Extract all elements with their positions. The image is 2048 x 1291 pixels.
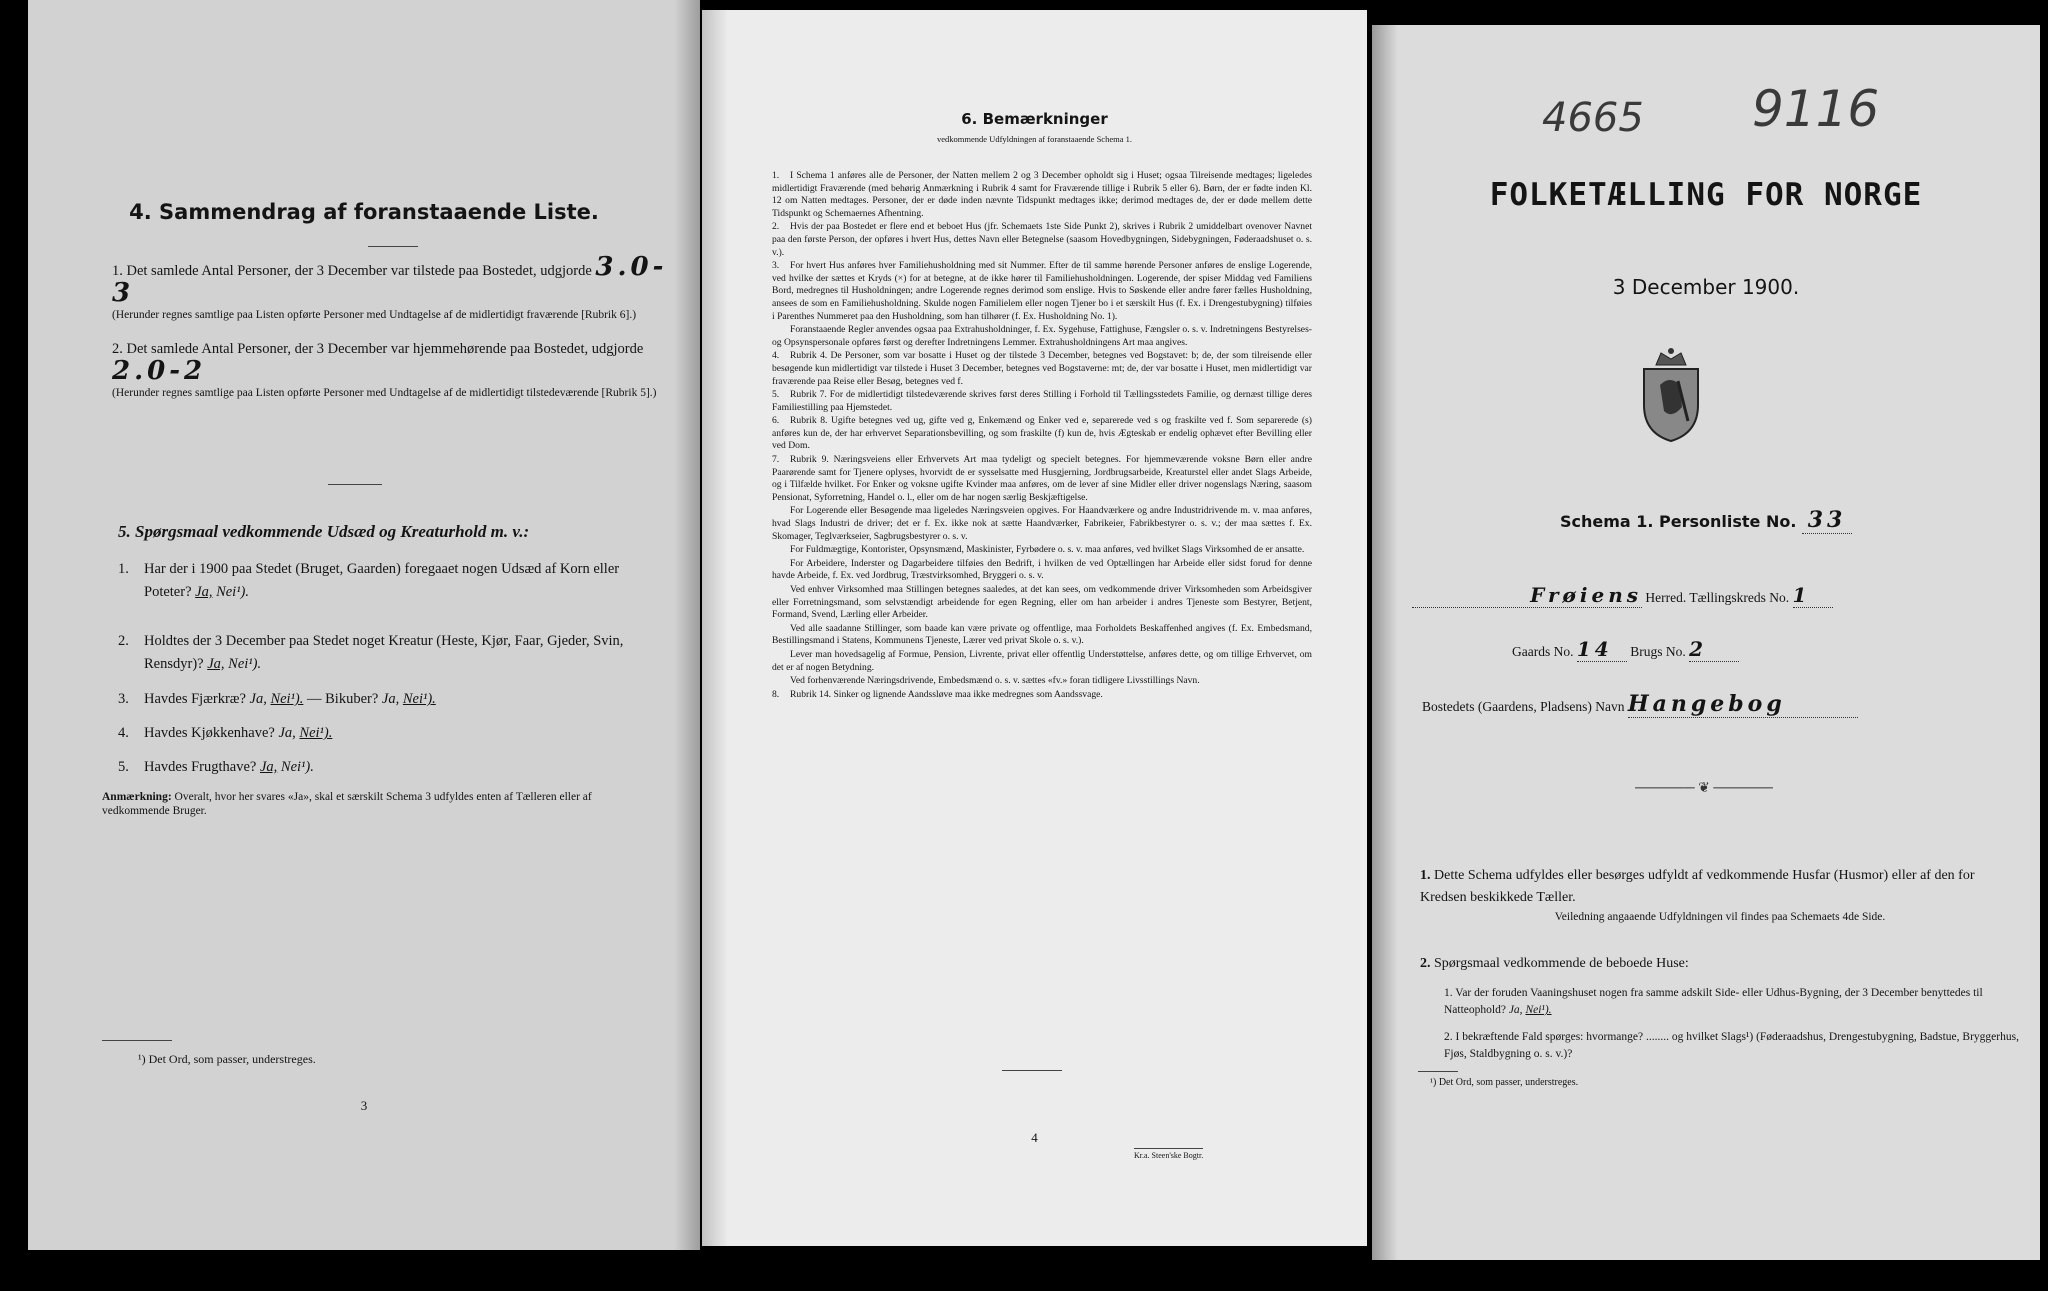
sub-question-1: [1420, 985, 2020, 1019]
remark-paragraph: [772, 544, 1312, 557]
divider: [368, 246, 418, 247]
remark-number: 5.: [772, 389, 780, 401]
sub-question-text: 1. Var der foruden Vaaningshuset nogen fra samme adskilt Side- eller Udhus-Bygning, der 3 December benyttedes til Natteophold?: [1444, 987, 1983, 1016]
remark-paragraph: [772, 558, 1312, 583]
remark-number: 3.: [772, 260, 780, 272]
annotation-note: [102, 790, 662, 818]
remark-text: Rubrik 7. For de midlertidigt tilstedeværende skrives først deres Stilling i Forhold til Tællingsstedets Familie, og dernæst tillige deres Familiestilling paa Hjemstedet.: [772, 389, 1312, 413]
item-number: 1.: [112, 263, 123, 279]
question-number: 3.: [118, 691, 129, 707]
answer-ja: Ja,: [207, 656, 225, 672]
remark-paragraph: [772, 350, 1312, 388]
kreds-value: 1: [1793, 583, 1833, 608]
footnote-rule: [1418, 1071, 1458, 1072]
item-note: Veiledning angaaende Udfyldningen vil findes paa Schemaets 4de Side.: [1554, 911, 1886, 923]
gaard-line: [1512, 637, 2040, 662]
fold-shadow: [702, 10, 728, 1246]
remark-paragraph: [772, 584, 1312, 622]
gaards-value: 14: [1577, 637, 1627, 662]
remark-text: For Fuldmægtige, Kontorister, Opsynsmænd, Maskinister, Fyrbødere o. s. v. maa anføres, ved hvilket Slags Virksomhed de er ansatte.: [790, 544, 1305, 556]
remark-number: 8.: [772, 688, 780, 700]
item-note: (Herunder regnes samtlige paa Listen opførte Personer med Undtagelse af de midlertidigt tilstedeværende [Rubrik 5].): [112, 387, 657, 399]
question-text: — Bikuber?: [307, 691, 379, 707]
footnote: ¹) Det Ord, som passer, understreges.: [1430, 1077, 1579, 1088]
answer-nei: Nei¹).: [299, 725, 333, 741]
remark-number: 2.: [772, 221, 780, 233]
footnote-rule: [102, 1040, 172, 1041]
kreds-label: Tællingskreds No.: [1689, 590, 1790, 605]
instruction-1: [1420, 865, 2020, 926]
item-text: Det samlede Antal Personer, der 3 December var hjemmehørende paa Bostedet, udgjorde: [126, 341, 644, 357]
remark-text: For Arbeidere, Inderster og Dagarbeidere tilføies den Bedrift, i hvilken de ved Optællingen har Arbeide eller sidst forud for denne havde Arbeide, f. Ex. ved Jordbrug, Træstvirksomhed, Bryggeri o. s. v.: [772, 557, 1312, 582]
schema-label: Schema 1. Personliste No.: [1559, 512, 1797, 531]
summary-item-1: [112, 252, 672, 322]
pencil-annotation-left: 4665: [1542, 95, 1644, 141]
answer-nei: Nei¹).: [402, 691, 436, 707]
question-text: Havdes Frugthave?: [144, 759, 257, 775]
item-note: (Herunder regnes samtlige paa Listen opførte Personer med Undtagelse af de midlertidigt fraværende [Rubrik 6].): [112, 309, 637, 321]
remark-text: Foranstaaende Regler anvendes ogsaa paa Extrahusholdninger, f. Ex. Sygehuse, Fattighuse, Fængsler o. s. v. Indretningens Bestyrelses- og Opsynspersonale opføres først og derefter Indretningens Lemmer. Extrahusholdningens Art maa angives.: [772, 324, 1312, 348]
question-text: Havdes Fjærkræ?: [144, 691, 246, 707]
fold-shadow: [674, 0, 700, 1250]
annotation-label: Anmærkning:: [102, 791, 172, 803]
answer-nei: Nei¹).: [270, 691, 304, 707]
item-number: 2.: [112, 341, 123, 357]
section-4-heading: 4. Sammendrag af foranstaaende Liste.: [129, 200, 599, 224]
question-number: 1.: [118, 561, 129, 577]
section-6-heading: 6. Bemærkninger: [961, 110, 1108, 128]
schema-line: [1372, 507, 2040, 534]
answer-ja: Ja,: [381, 691, 400, 707]
question-1: [118, 558, 664, 604]
remark-text: For Logerende eller Besøgende maa ligeledes Næringsveien opgives. For Haandværkere og andre Industridrivende m. v. maa anføres, hvad Slags Industri de driver; det er f. Ex. ikke nok at sætte Haandværker, Fabrikeier, Fabrikbestyrer o. s. v.; der maa sættes f. Ex. Skomager, Teglværkseier, Sagbrugsbestyrer o. s. v.: [772, 505, 1312, 542]
remark-paragraph: [772, 221, 1312, 259]
remark-number: 1.: [772, 170, 780, 181]
item-number: 2.: [1420, 956, 1431, 971]
remark-paragraph: [772, 505, 1312, 543]
answer-ja: Ja,: [278, 725, 296, 741]
item-number: 1.: [1420, 868, 1431, 883]
remark-paragraph: [772, 415, 1312, 453]
question-number: 2.: [118, 633, 129, 649]
remarks-text: [772, 170, 1312, 702]
question-2: [118, 630, 664, 676]
remark-number: 6.: [772, 415, 780, 427]
question-number: 4.: [118, 725, 129, 741]
census-date: 3 December 1900.: [1612, 275, 1800, 299]
bosted-value: Hangebog: [1628, 691, 1858, 718]
bosted-line: [1422, 691, 2022, 718]
printer-imprint: Kr.a. Steen'ske Bogtr.: [1134, 1148, 1203, 1160]
remark-paragraph: [772, 454, 1312, 504]
section-6-subheading: vedkommende Udfyldningen af foranstaaende Schema 1.: [937, 134, 1132, 144]
item-text: Spørgsmaal vedkommende de beboede Huse:: [1434, 956, 1689, 971]
item-text: Dette Schema udfyldes eller besørges udfyldt af vedkommende Husfar (Husmor) eller af den for Kredsen beskikkede Tæller.: [1420, 868, 1975, 905]
answer-nei: Nei¹).: [216, 584, 250, 600]
remark-text: Rubrik 14. Sinker og lignende Aandssløve maa ikke medregnes som Aandssvage.: [790, 688, 1103, 700]
remark-text: Rubrik 9. Næringsveiens eller Erhvervets Art maa tydeligt og specielt betegnes. For hjemmeværende voksne Børn eller andre Paarørende samt for Tjenere oplyses, hvorvidt de er sysselsatte med Husgjerning, Jordbrugsarbeide, Kreaturstel eller andet Slags Arbeide, og i Tilfælde hvilket. For Enker og voksne ugifte Kvinder maa anføres, om de lever af sine Midler eller driver nogenslags Næring, saasom Pensionat, Syforretning, Handel o. l., eller om de har nogen særlig Beskjæftigelse.: [772, 454, 1312, 503]
remark-paragraph: [772, 675, 1312, 688]
handwritten-resident-count: 2.0-2: [112, 356, 207, 386]
section-5-heading: 5. Spørgsmaal vedkommende Udsæd og Kreaturhold m. v.:: [118, 522, 530, 541]
question-text: Havdes Kjøkkenhave?: [144, 725, 275, 741]
remark-text: Hvis der paa Bostedet er flere end et beboet Hus (jfr. Schemaets 1ste Side Punkt 2), skrives i Rubrik 2 umiddelbart ovenover Navnet paa den første Person, der opføres i hvert Hus, dettes Navn eller Betegnelse (saasom Hovedbygningen, Sidebygningen, Føderaadshuset o. s. v.).: [772, 221, 1312, 258]
remark-paragraph: [772, 324, 1312, 349]
herred-value: Frøiens: [1412, 583, 1642, 608]
answer-ja: Ja,: [249, 691, 267, 707]
remark-number: 7.: [772, 454, 780, 466]
brugs-value: 2: [1689, 637, 1739, 662]
remark-text: Ved forhenværende Næringsdrivende, Embedsmænd o. s. v. sættes «fv.» foran tidligere Livsstillings Navn.: [790, 675, 1200, 687]
page-number: 4: [1031, 1130, 1038, 1145]
remark-number: 4.: [772, 350, 780, 362]
bosted-label: Bostedets (Gaardens, Pladsens) Navn: [1422, 699, 1625, 714]
remark-text: Ved enhver Virksomhed maa Stillingen betegnes saaledes, at det kan sees, om vedkommende driver Virksomheden som Arbeidsgiver eller Forretningsmand, som selvstændigt arbeidende for egen Regning, eller om han arbeider i andres Tjeneste som Bestyrer, Betjent, Formand, Svend, Lærling eller Arbeider.: [772, 584, 1312, 621]
divider: [1002, 1070, 1062, 1071]
divider: [328, 484, 382, 485]
footnote: ¹) Det Ord, som passer, understreges.: [138, 1052, 316, 1066]
remark-paragraph: [772, 389, 1312, 414]
ornament-divider: ────── ❦ ──────: [1635, 781, 1773, 796]
instruction-2: [1420, 953, 2020, 1063]
answer-nei: Nei¹).: [228, 656, 262, 672]
answer-nei: Nei¹).: [280, 759, 314, 775]
gaards-label: Gaards No.: [1512, 644, 1574, 659]
handwritten-present-count: 3.0-3: [112, 252, 668, 308]
census-title: FOLKETÆLLING FOR NORGE: [1489, 177, 1923, 213]
remark-text: Rubrik 4. De Personer, som var bosatte i Huset og der tilstede 3 December, betegnes ved Bogstavet: b; de, der som tilreisende eller besøgende kun midlertidigt var tilstede i Huset 3 December, betegnes ved Bogstaverne: mt; de, der var bosatte i Huset, men midlertidigt var fraværende paa Reise eller Besøg, betegnes ved f.: [772, 350, 1312, 387]
remark-paragraph: [772, 649, 1312, 674]
summary-item-2: [112, 338, 672, 400]
answer-ja: Ja,: [1508, 1004, 1523, 1016]
brugs-label: Brugs No.: [1630, 644, 1686, 659]
question-text: Holdtes der 3 December paa Stedet noget Kreatur (Heste, Kjør, Faar, Gjeder, Svin, Rensdyr)?: [144, 633, 624, 672]
item-text: Det samlede Antal Personer, der 3 December var tilstede paa Bostedet, udgjorde: [126, 263, 592, 279]
remark-paragraph: [772, 260, 1312, 323]
answer-ja: Ja,: [195, 584, 213, 600]
remark-paragraph: [772, 623, 1312, 648]
question-3: [118, 688, 664, 711]
middle-page: [702, 10, 1367, 1246]
remark-paragraph: [772, 170, 1312, 220]
remark-paragraph: [772, 689, 1312, 702]
remark-text: I Schema 1 anføres alle de Personer, der Natten mellem 2 og 3 December opholdt sig i Huset; ogsaa Tilreisende medtages; ligeledes midlertidigt Fraværende (med behørig Anmærkning i Rubrik 4 samt for Fraværende tillige i Rubrik 5 eller 6). Børn, der er fødte inden Kl. 12 om Natten medtages. Personer, der er døde inden nævnte Tidspunkt medtages ikke; derimod medtages de, der er døde mellem dette Tidspunkt og Schemaernes Afhentning.: [772, 170, 1312, 219]
herred-line: [1412, 583, 2012, 608]
schema-number: 33: [1802, 507, 1852, 534]
page-number: 3: [360, 1098, 368, 1113]
question-4: [118, 722, 664, 745]
answer-ja: Ja,: [259, 759, 278, 775]
answer-nei: Nei¹).: [1525, 1004, 1552, 1016]
question-number: 5.: [118, 759, 129, 775]
herred-label: Herred.: [1645, 590, 1687, 605]
question-5: [118, 756, 664, 779]
annotation-text: Overalt, hvor her svares «Ja», skal et særskilt Schema 3 udfyldes enten af Tælleren eller af vedkommende Bruger.: [102, 791, 592, 817]
right-page: [1372, 25, 2040, 1260]
remark-text: Ved alle saadanne Stillinger, som baade kan være private og offentlige, maa Forholdets Beskaffenhed angives (f. Ex. Embedsmand, Bestillingsmand i Statens, Kommunens Tjeneste, Lærer ved privat Skole o. s. v.).: [772, 622, 1312, 647]
left-page: [28, 0, 700, 1250]
question-text: Har der i 1900 paa Stedet (Bruget, Gaarden) foregaaet nogen Udsæd af Korn eller Poteter?: [144, 561, 620, 600]
remark-text: Rubrik 8. Ugifte betegnes ved ug, gifte ved g, Enkemænd og Enker ved e, separerede ved s og fraskilte ved f. Som separerede (s) anføres kun de, der har erhvervet Separationsbevilling, og som fraskilte (f) kun de, hvis Ægteskab er endelig ophævet efter Bevilling eller ved Dom.: [772, 415, 1312, 452]
coat-of-arms-icon: [1636, 345, 1706, 445]
remark-text: For hvert Hus anføres hver Familiehusholdning med sit Nummer. Efter de til samme hørende Personer anføres de enslige Logerende, ved hvilke der sættes et Kryds (×) for at betegne, at de ikke hører til Familiehusholdningen. Logerende, der spiser Middag ved Familiens Bord, medregnes til Husholdningen; andre Logerende regnes derimod som enslige. Hvis to Søskende eller andre fører fælles Husholdning, ansees de som en Familiehusholdning. Skulde nogen Familielem eller nogen Tjener bo i et særskilt Hus (f. Ex. i Drengestubygning) tilføies i Parenthes Nummeret paa den Husholdning, som han tilhører (f. Ex. Husholdning No. 1).: [772, 260, 1312, 322]
remark-text: Lever man hovedsagelig af Formue, Pension, Livrente, privat eller offentlig Understøttelse, anføres dette, og om tillige Erhvervet, om det er af nogen Betydning.: [772, 648, 1312, 673]
pencil-annotation-right: 9116: [1752, 80, 1880, 138]
sub-question-2: 2. I bekræftende Fald spørges: hvormange? ........ og hvilket Slags¹) (Føderaadshus, Drengestubygning, Badstue, Bryggerhus, Fjøs, Staldbygning o. s. v.)?: [1444, 1031, 2019, 1060]
